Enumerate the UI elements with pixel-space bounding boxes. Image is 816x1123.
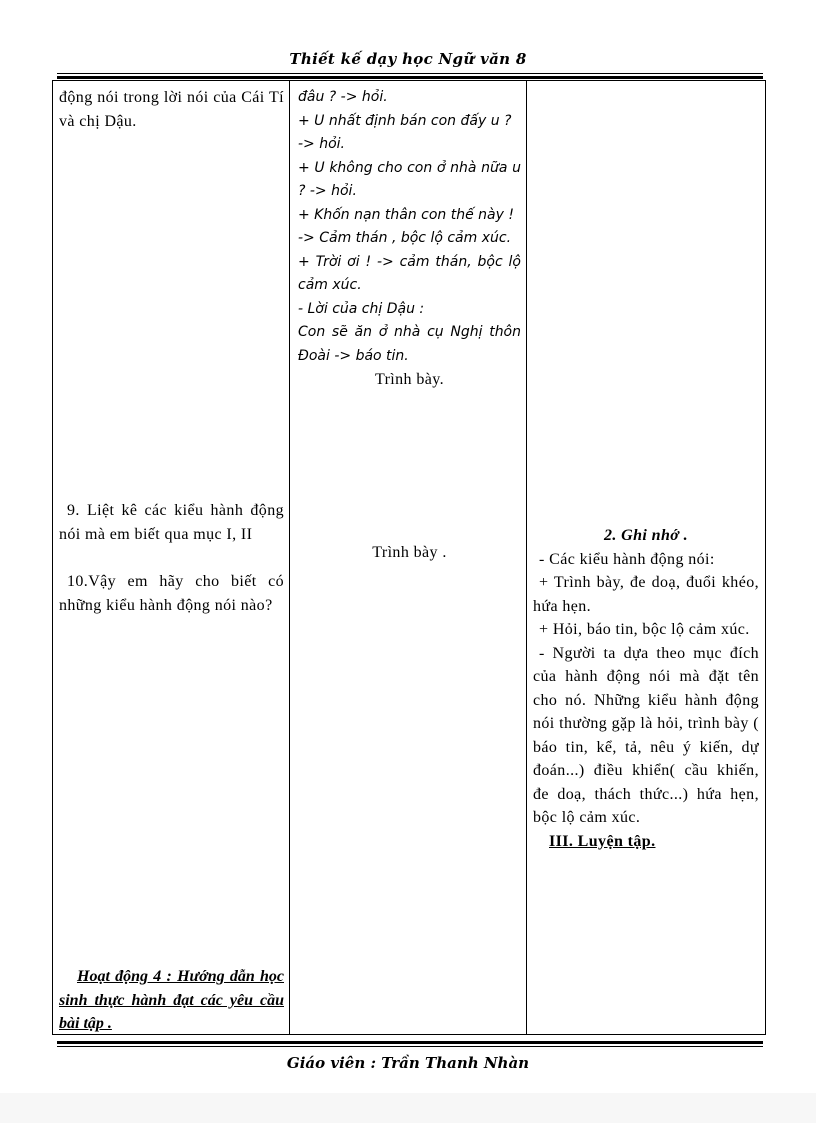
summary-item: + Trình bày, đe doạ, đuổi khéo, hứa hẹn. (533, 574, 759, 615)
summary-heading: 2. Ghi nhớ . (603, 527, 689, 544)
dialogue-line: + U nhất định bán con đấy u ? (298, 112, 512, 129)
lesson-table (52, 80, 766, 1035)
activity-4-heading: Hoạt động 4 : Hướng dẫn học sinh thực hành đạt các yêu cầu bài tập . (59, 968, 284, 1032)
dialogue-line: Con sẽ ăn ở nhà cụ Nghị thôn Đoài -> báo tin. (298, 324, 521, 364)
present-label-1: Trình bày. (374, 371, 445, 388)
question-10: 10.Vậy em hãy cho biết có những kiểu hành động nói nào? (59, 573, 284, 614)
dialogue-line: - Lời của chị Dậu : (298, 300, 425, 317)
page-header: Thiết kế dạy học Ngữ văn 8 (289, 50, 527, 68)
dialogue-line: + U không cho con ở nhà nữa u ? -> hỏi. (298, 159, 521, 199)
summary-item: + Hỏi, báo tin, bộc lộ cảm xúc. (539, 621, 750, 638)
footer-rule-thin (57, 1046, 763, 1047)
header-rule-thick (57, 76, 763, 79)
practice-heading: III. Luyện tập. (549, 832, 656, 850)
question-9: 9. Liệt kê các kiểu hành động nói mà em biết qua mục I, II (59, 502, 284, 543)
header-rule-thin (57, 73, 763, 74)
dialogue-line: đâu ? -> hỏi. (298, 89, 388, 105)
page-footer: Giáo viên : Trần Thanh Nhàn (286, 1054, 530, 1072)
teacher-activity-column (53, 81, 289, 1034)
summary-item: - Các kiểu hành động nói: (539, 550, 715, 568)
footer-rule-thick (57, 1041, 763, 1044)
present-label-2: Trình bày . (372, 544, 447, 561)
intro-text: động nói trong lời nói của Cái Tí và chị Dậu. (59, 89, 284, 130)
summary-block (533, 524, 759, 853)
content-column (527, 81, 765, 1034)
dialogue-line: -> hỏi. (298, 136, 346, 152)
page-bottom-band (0, 1093, 816, 1123)
dialogue-line: + Trời ơi ! -> cảm thán, bộc lộ cảm xúc. (298, 253, 521, 293)
student-activity-column (290, 81, 526, 1034)
dialogue-line: -> Cảm thán , bộc lộ cảm xúc. (298, 230, 512, 246)
summary-item: - Người ta dựa theo mục đích của hành động nói mà đặt tên cho nó. Những kiểu hành động nói thường gặp là hỏi, trình bày ( báo tin, kể, tả, nêu ý kiến, dự đoán...) điều khiển( cầu khiến, đe doạ, thách thức...) hứa hẹn, bộc lộ cảm xúc. (533, 644, 759, 826)
dialogue-line: + Khốn nạn thân con thế này ! (298, 206, 514, 223)
